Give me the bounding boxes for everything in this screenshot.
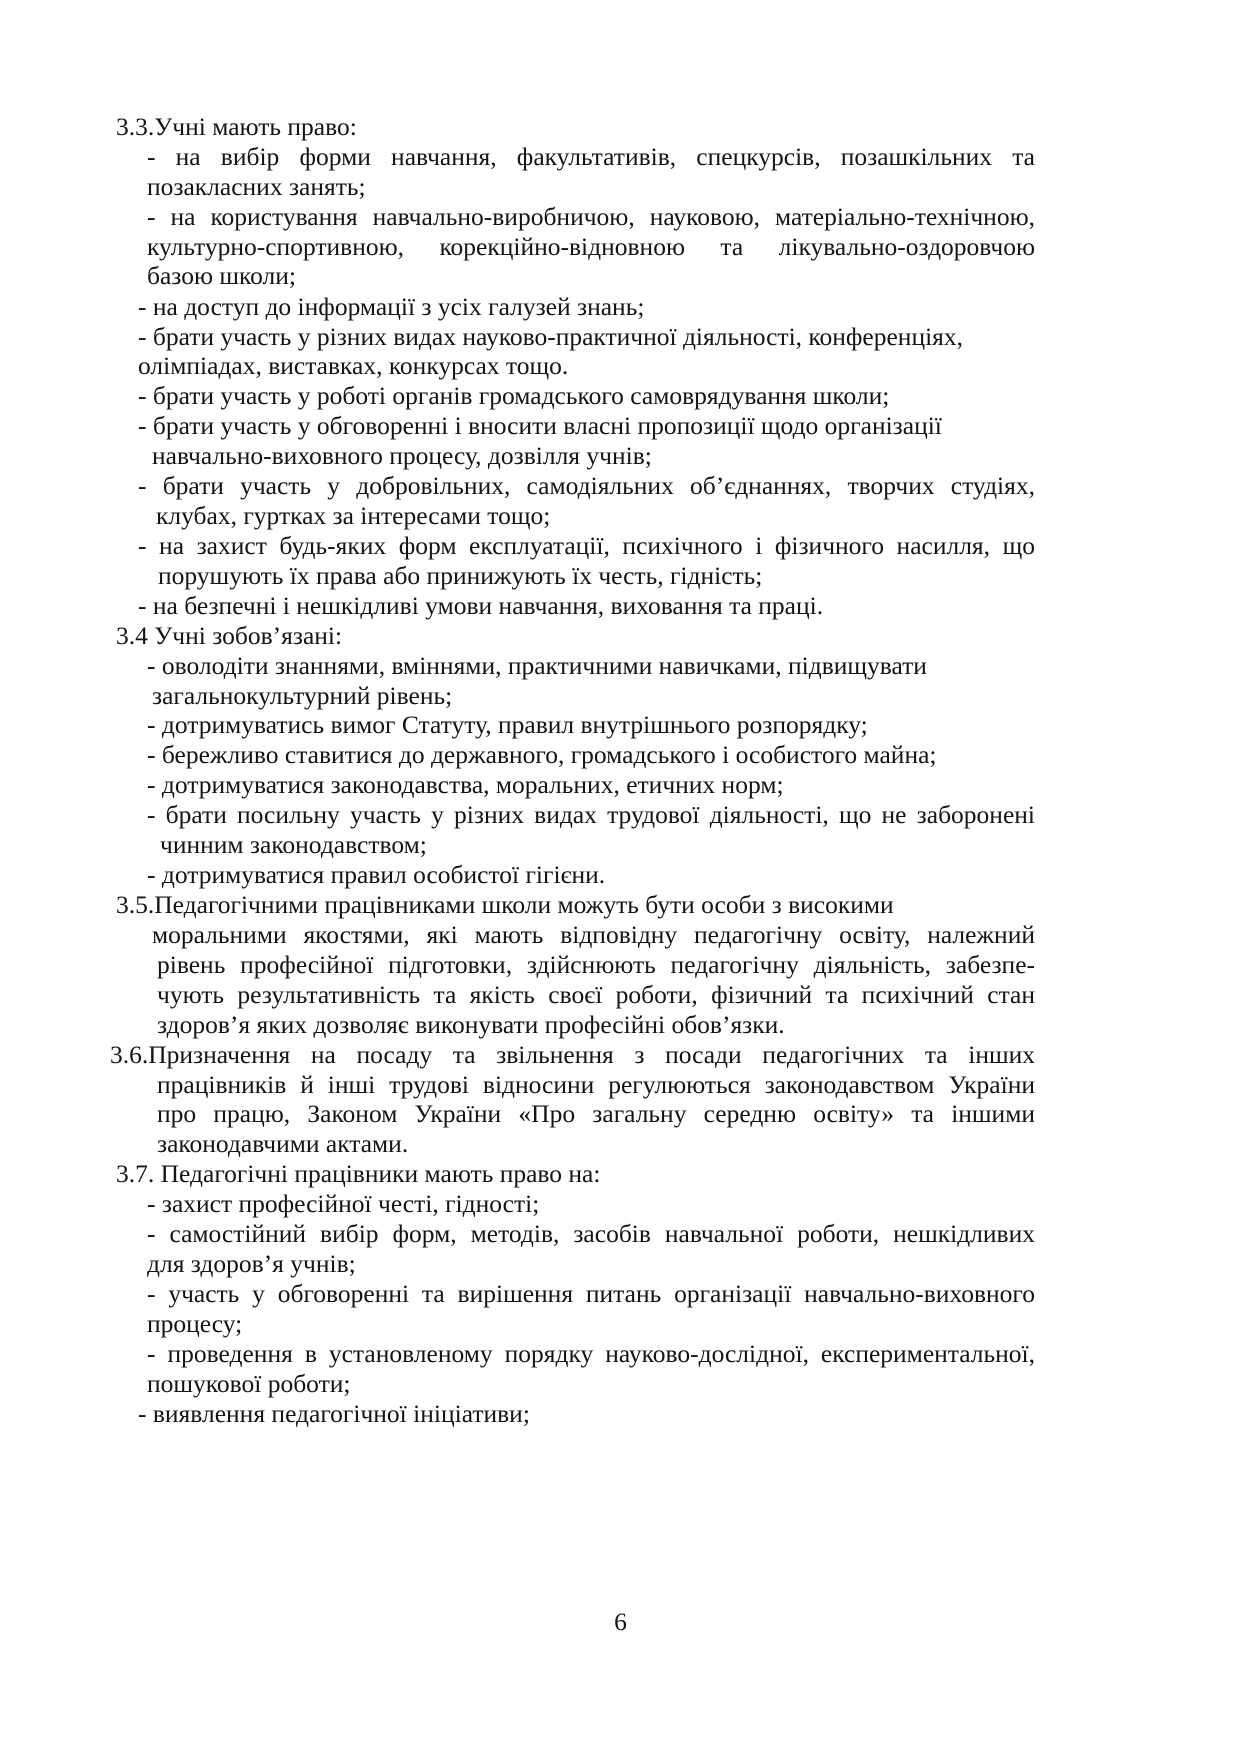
- text-line: загальнокультурний рівень;: [152, 681, 453, 710]
- text-line: законодавчими актами.: [157, 1129, 409, 1158]
- text-line: - дотримуватись вимог Статуту, правил внутрішнього розпорядку;: [147, 710, 868, 739]
- text-line: - брати посильну участь у різних видах трудової діяльності, що не заборонені: [147, 800, 1035, 829]
- text-line: - самостійний вибір форм, методів, засобів навчальної роботи, нешкідливих: [147, 1219, 1035, 1248]
- text-line: - бережливо ставитися до державного, громадського і особистого майна;: [147, 740, 937, 769]
- text-line: культурно-спортивною, корекційно-відновною та лікувально-оздоровчою: [147, 232, 1035, 261]
- text-line: - виявлення педагогічної ініціативи;: [138, 1399, 530, 1428]
- text-line: позакласних занять;: [147, 172, 366, 201]
- text-line: 3.4 Учні зобов’язані:: [116, 621, 343, 650]
- text-line: 3.3.Учні мають право:: [116, 112, 357, 141]
- text-line: здоров’я яких дозволяє виконувати професійні обов’язки.: [157, 1010, 785, 1039]
- page-number: 6: [614, 1607, 627, 1636]
- text-line: чують результативність та якість своєї роботи, фізичний та психічний стан: [157, 980, 1035, 1009]
- text-line: - на вибір форми навчання, факультативів, спецкурсів, позашкільних та: [147, 142, 1035, 171]
- text-line: рівень професійної підготовки, здійснюють педагогічну діяльність, забезпе-: [157, 950, 1035, 979]
- text-line: - участь у обговоренні та вирішення питань організації навчально-виховного: [147, 1279, 1035, 1308]
- text-line: - проведення в установленому порядку науково-дослідної, експериментальної,: [147, 1339, 1035, 1368]
- text-line: - захист професійної честі, гідності;: [147, 1189, 540, 1218]
- text-line: навчально-виховного процесу, дозвілля учнів;: [152, 441, 652, 470]
- text-line: процесу;: [147, 1309, 243, 1338]
- text-line: - на безпечні і нешкідливі умови навчання, виховання та праці.: [138, 591, 824, 620]
- text-line: олімпіадах, виставках, конкурсах тощо.: [138, 351, 569, 380]
- text-line: - оволодіти знаннями, вміннями, практичними навичками, підвищувати: [147, 651, 927, 680]
- text-line: пошукової роботи;: [147, 1369, 351, 1398]
- text-line: - дотримуватися правил особистої гігієни.: [147, 860, 606, 889]
- text-line: 3.5.Педагогічними працівниками школи можуть бути особи з високими: [116, 890, 894, 919]
- text-line: базою школи;: [147, 261, 296, 290]
- text-line: працівників й інші трудові відносини регулюються законодавством України: [157, 1070, 1035, 1099]
- text-line: - брати участь у обговоренні і вносити власні пропозиції щодо організації: [138, 411, 942, 440]
- text-line: моральними якостями, які мають відповідну педагогічну освіту, належний: [152, 920, 1035, 949]
- text-line: - на користування навчально-виробничою, науковою, матеріально-технічною,: [147, 202, 1035, 231]
- text-line: 3.7. Педагогічні працівники мають право на:: [116, 1159, 601, 1188]
- text-line: - брати участь у різних видах науково-практичної діяльності, конференціях,: [138, 322, 964, 351]
- text-line: чинним законодавством;: [160, 830, 427, 859]
- text-line: 3.6.Призначення на посаду та звільнення з посади педагогічних та інших: [110, 1040, 1035, 1069]
- text-line: - брати участь у роботі органів громадського самоврядування школи;: [138, 381, 890, 410]
- text-line: клубах, гуртках за інтересами тощо;: [156, 501, 551, 530]
- text-line: - дотримуватися законодавства, моральних, етичних норм;: [147, 770, 784, 799]
- text-line: - брати участь у добровільних, самодіяльних об’єднаннях, творчих студіях,: [138, 471, 1035, 500]
- text-line: про працю, Законом України «Про загальну середню освіту» та іншими: [157, 1099, 1035, 1128]
- text-line: для здоров’я учнів;: [147, 1249, 356, 1278]
- text-line: - на доступ до інформації з усіх галузей знань;: [138, 292, 645, 321]
- text-line: - на захист будь-яких форм експлуатації, психічного і фізичного насилля, що: [138, 531, 1035, 560]
- text-line: порушують їх права або принижують їх честь, гідність;: [158, 561, 763, 590]
